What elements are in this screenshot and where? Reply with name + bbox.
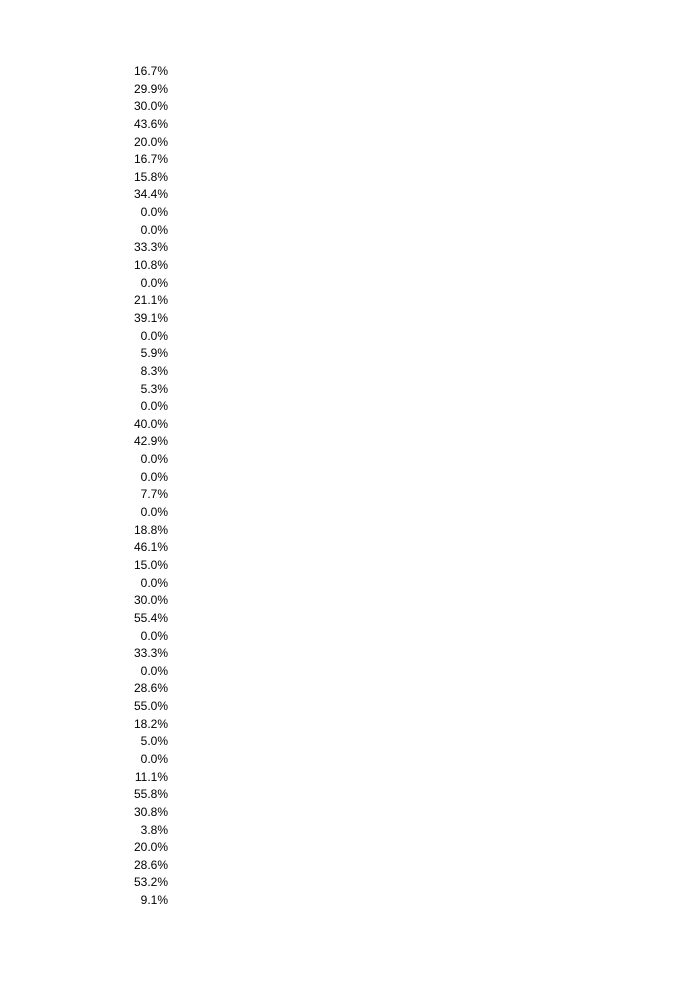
percentage-cell: 0.0% <box>140 222 168 237</box>
percentage-cell: 0.0% <box>140 452 168 467</box>
percentage-cell: 0.0% <box>140 505 168 520</box>
percentage-cell: 8.3% <box>140 363 168 378</box>
percentage-cell: 11.1% <box>134 769 168 784</box>
percentage-cell: 0.0% <box>140 328 168 343</box>
percentage-cell: 18.8% <box>133 522 168 537</box>
percentage-cell: 55.8% <box>133 787 168 802</box>
percentage-cell: 21.1% <box>133 293 168 308</box>
percentage-cell: 16.7% <box>133 64 168 78</box>
percentage-cell: 16.7% <box>133 152 168 167</box>
percentage-cell: 0.0% <box>140 399 168 414</box>
percentage-cell: 30.8% <box>133 804 168 819</box>
percentage-cell: 20.0% <box>133 840 168 855</box>
percentage-cell: 40.0% <box>133 416 168 431</box>
percentage-cell: 46.1% <box>133 540 168 555</box>
percentage-column <box>120 63 168 910</box>
percentage-cell: 18.2% <box>133 716 168 731</box>
percentage-cell: 28.6% <box>133 857 168 872</box>
percentage-cell: 0.0% <box>140 575 168 590</box>
percentage-cell: 42.9% <box>133 434 168 449</box>
percentage-cell: 0.0% <box>140 751 168 766</box>
percentage-cell: 0.0% <box>140 628 168 643</box>
percentage-cell: 34.4% <box>133 187 168 202</box>
percentage-cell: 3.8% <box>140 822 168 837</box>
percentage-cell: 43.6% <box>133 116 168 131</box>
percentage-cell: 0.0% <box>140 275 168 290</box>
percentage-cell: 33.3% <box>133 646 168 661</box>
percentage-cell: 30.0% <box>133 99 168 114</box>
percentage-cell: 15.8% <box>133 169 168 184</box>
percentage-cell: 10.8% <box>133 258 168 273</box>
percentage-cell: 0.0% <box>140 205 168 220</box>
percentage-cell: 53.2% <box>133 875 168 890</box>
percentage-cell: 55.4% <box>133 610 168 625</box>
percentage-cell: 15.0% <box>133 557 168 572</box>
percentage-cell: 39.1% <box>133 310 168 325</box>
percentage-cell: 29.9% <box>133 81 168 96</box>
percentage-cell: 0.0% <box>140 663 168 678</box>
percentage-cell: 30.0% <box>133 593 168 608</box>
percentage-cell: 0.0% <box>140 469 168 484</box>
percentage-cell: 33.3% <box>133 240 168 255</box>
percentage-cell: 7.7% <box>140 487 168 502</box>
percentage-cell: 55.0% <box>133 699 168 714</box>
percentage-cell: 20.0% <box>133 134 168 149</box>
percentage-cell: 9.1% <box>140 893 168 908</box>
percentage-cell: 5.0% <box>140 734 168 749</box>
percentage-cell: 28.6% <box>133 681 168 696</box>
percentage-cell: 5.9% <box>140 346 168 361</box>
percentage-cell: 5.3% <box>140 381 168 396</box>
